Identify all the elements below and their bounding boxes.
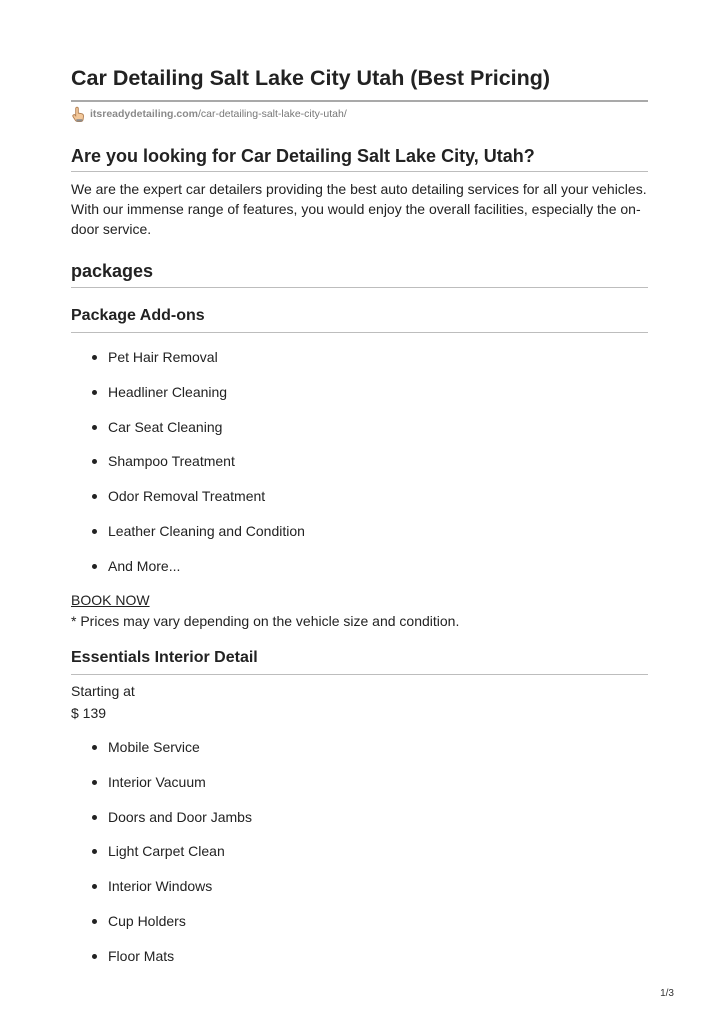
pricing-note: * Prices may vary depending on the vehicle size and condition.	[71, 613, 460, 629]
addons-divider	[71, 332, 648, 333]
bullet-icon	[92, 780, 97, 785]
list-item: Pet Hair Removal	[71, 347, 305, 382]
addons-list	[71, 347, 305, 591]
bullet-icon	[92, 745, 97, 750]
bullet-icon	[92, 529, 97, 534]
bullet-icon	[92, 849, 97, 854]
list-item: Interior Vacuum	[71, 772, 252, 807]
title-divider	[71, 100, 648, 102]
bullet-icon	[92, 815, 97, 820]
intro-heading: Are you looking for Car Detailing Salt Lake City, Utah?	[71, 146, 535, 166]
essentials-list	[71, 737, 252, 981]
list-item: And More...	[71, 556, 305, 591]
source-path[interactable]: /car-detailing-salt-lake-city-utah/	[197, 108, 347, 120]
list-item: Doors and Door Jambs	[71, 807, 252, 842]
list-item: Headliner Cleaning	[71, 382, 305, 417]
intro-divider	[71, 171, 648, 172]
page-title: Car Detailing Salt Lake City Utah (Best Pricing)	[71, 66, 551, 90]
starting-label: Starting at	[71, 683, 135, 699]
packages-heading: packages	[71, 261, 154, 281]
source-domain[interactable]: itsreadydetailing.com	[90, 108, 198, 120]
bullet-icon	[92, 425, 97, 430]
bullet-icon	[92, 390, 97, 395]
list-item: Mobile Service	[71, 737, 252, 772]
list-item: Light Carpet Clean	[71, 841, 252, 876]
book-now-link[interactable]: BOOK NOW	[71, 592, 150, 608]
packages-divider	[71, 287, 648, 288]
intro-paragraph: We are the expert car detailers providing the best auto detailing services for all your vehicles. With our immense range of features, you would enjoy the overall facilities, especially the on-door service.	[71, 181, 647, 237]
essentials-divider	[71, 674, 648, 675]
bullet-icon	[92, 494, 97, 499]
list-item: Car Seat Cleaning	[71, 417, 305, 452]
list-item: Leather Cleaning and Condition	[71, 521, 305, 556]
bullet-icon	[92, 459, 97, 464]
list-item: Shampoo Treatment	[71, 451, 305, 486]
list-item: Odor Removal Treatment	[71, 486, 305, 521]
bullet-icon	[92, 919, 97, 924]
page-number: 1/3	[660, 988, 674, 999]
list-item: Floor Mats	[71, 946, 252, 981]
bullet-icon	[92, 355, 97, 360]
list-item: Interior Windows	[71, 876, 252, 911]
essentials-heading: Essentials Interior Detail	[71, 649, 258, 666]
hand-pointer-icon	[71, 106, 86, 122]
list-item: Cup Holders	[71, 911, 252, 946]
bullet-icon	[92, 884, 97, 889]
source-link[interactable]	[71, 106, 347, 122]
price-value: $ 139	[71, 705, 107, 721]
bullet-icon	[92, 564, 97, 569]
bullet-icon	[92, 954, 97, 959]
addons-heading: Package Add-ons	[71, 307, 205, 324]
